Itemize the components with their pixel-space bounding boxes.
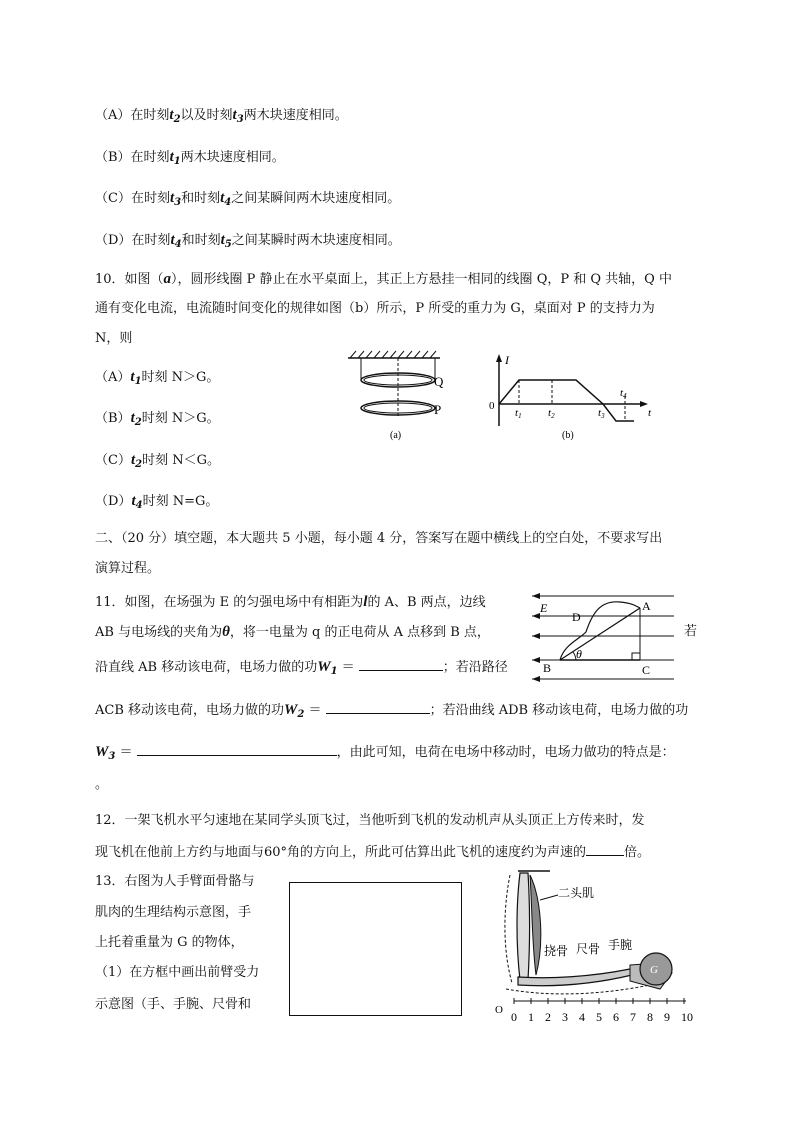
x-axis-arrow [640,401,648,407]
q10-option-b [95,409,220,432]
q9-a-mid: 以及时刻 [180,108,233,123]
var-t: t [169,107,174,123]
right-angle-mark [632,653,640,660]
opt-text: 时刻 N＞G。 [141,370,220,385]
q9-d-pre: （D）在时刻 [95,233,171,248]
blank-w2[interactable] [326,700,430,714]
scale-label: 4 [579,1010,585,1024]
var-t: t [130,452,136,468]
q10-option-d [95,492,218,515]
q11-line4 [95,700,688,724]
var-w2: W [284,702,298,718]
subscript: 4 [174,239,182,250]
caption-a: (a) [390,430,402,441]
q11-line2-right: 若 [684,624,698,639]
label-t2: t2 [548,407,555,420]
q11-l1-post: 的 A、B 两点，边线 [367,595,486,610]
scale-label: 9 [664,1010,670,1024]
var-t: t [169,149,174,165]
q11-l2-post: ，将一电量为 q 的正电荷从 A 点移到 B 点， [229,625,490,640]
var-t: t [220,190,225,206]
label-t3: t3 [598,407,605,420]
figure-electric-field [528,590,678,686]
q11-line3 [95,657,508,681]
upper-arm-outline [505,875,512,983]
scale-label: 0 [511,1010,517,1024]
q11-l1-pre: 11．如图，在场强为 E 的匀强电场中有相距为 [95,595,364,610]
q9-d-mid: 和时刻 [181,233,221,248]
subscript: 1 [330,666,338,677]
label-p: P [434,402,442,417]
opt-label: （B） [95,411,131,426]
var-w3: W [95,744,109,760]
figure-arm-skeleton [490,865,700,1035]
subscript: 1 [134,376,142,387]
var-t: t [170,232,175,248]
scale-label: 1 [528,1010,534,1024]
var-t: t [220,232,225,248]
q9-option-c [95,189,400,212]
label-e: E [540,601,548,615]
scale-label: 8 [647,1010,653,1024]
label-b: B [543,661,552,675]
q9-c-mid: 和时刻 [181,191,221,206]
subscript: 2 [297,709,305,720]
q10-option-c [95,451,220,474]
subscript: 3 [174,197,182,208]
field-lines [532,596,674,679]
scale-label: 10 [681,1010,693,1024]
label-t: t [648,407,652,419]
label-biceps: 二头肌 [558,886,595,900]
var-t: t [131,493,136,509]
ceiling-hatch [350,351,436,358]
scale-label: 2 [545,1010,551,1024]
q9-b-post: 两木块速度相同。 [180,150,285,165]
q12-line2 [95,842,650,862]
field-arrowheads [532,593,540,682]
q13-line5: 示意图（手、手腕、尺骨和 [95,997,252,1012]
var-t: t [169,190,175,206]
subscript: 3 [236,114,244,125]
var-w1: W [317,659,331,675]
blank-q12[interactable] [586,842,624,856]
q13-line4: （1）在方框中画出前臂受力 [95,965,260,980]
subscript: 5 [224,239,232,250]
label-d: D [572,610,581,624]
opt-text: 时刻 N＞G。 [141,411,220,426]
q12-l2-pre: 现飞机在他前上方约与地面与60°角的方向上，所此可估算出此飞机的速度约为声速的 [95,845,587,860]
label-q: Q [434,374,444,389]
subscript: 4 [135,500,143,511]
caption-b: (b) [562,430,574,441]
var-t: t [130,410,135,426]
equals: ＝ [337,660,359,675]
opt-text: 时刻 N＜G。 [142,453,220,468]
q13-line3: 上托着重量为 G 的物体， [95,935,244,950]
q11-l3-pre: 沿直线 AB 移动该电荷，电场力做的功 [95,660,318,675]
label-radius: 挠骨 [544,944,569,958]
opt-label: （D） [95,494,132,509]
label-wrist: 手腕 [608,938,633,952]
section2-line2: 演算过程。 [95,561,161,576]
figure-coils-a [340,348,450,444]
biceps-muscle [530,875,541,975]
scale-label: 7 [630,1010,636,1024]
subscript: 2 [135,459,143,470]
figure-current-graph-b [486,352,658,444]
scale-label: 3 [562,1010,568,1024]
q10-option-a [95,368,219,391]
q11-line2 [95,623,490,642]
q11-l4-post: ；若沿曲线 ADB 移动该电荷，电场力做的功 [429,703,689,718]
q11-l5-post: ，由此可知，电荷在电场中移动时，电场力做功的特点是： [336,745,675,760]
label-i: I [505,353,509,367]
q9-c-post: 之间某瞬间两木块速度相同。 [231,191,401,206]
label-o: O [495,1004,503,1016]
q11-l4-pre: ACB 移动该电荷，电场力做的功 [95,703,285,718]
opt-label: （A） [95,370,131,385]
q10-l1-pre: 10．如图（ [95,272,164,287]
label-t4: t4 [620,387,627,400]
q9-option-a [95,106,348,129]
subscript: 3 [108,751,116,762]
label-theta: θ [576,647,582,661]
q9-d-post: 之间某瞬时两木块速度相同。 [231,233,401,248]
label-origin: 0 [489,400,495,412]
q9-a-pre: （A）在时刻 [95,108,170,123]
subscript: 2 [173,114,181,125]
q12-line1: 12．一架飞机水平匀速地在某同学头顶飞过，当他听到飞机的发动机声从头顶正上方传来时，发 [95,813,645,828]
q9-b-pre: （B）在时刻 [95,150,170,165]
q10-stem-line1 [95,270,672,289]
forearm-outline [506,985,650,994]
q11-l2-pre: AB 与电场线的夹角为 [95,625,223,640]
q9-a-post: 两木块速度相同。 [243,108,348,123]
opt-label: （C） [95,453,131,468]
q9-option-d [95,231,401,254]
q9-option-b [95,148,285,171]
humerus-bone [517,873,530,980]
q10-stem-line3: N，则 [95,331,133,346]
var-theta: θ [222,624,230,640]
label-c: C [642,663,651,677]
var-l: l [363,594,368,610]
q11-line1 [95,593,486,612]
q13-line1: 13．右图为人手臂面骨骼与 [95,874,255,889]
label-g: G [650,964,658,976]
subscript: 2 [134,417,142,428]
label-a: A [642,599,651,613]
q13-line2: 肌肉的生理结构示意图，手 [95,905,252,920]
subscript: 4 [224,197,232,208]
q10-l1-post: ），圆形线圈 P 静止在水平桌面上，其正上方悬挂一相同的线圈 Q，P 和 Q 共轴，Q 中 [171,272,672,287]
opt-text: 时刻 N=G。 [142,494,219,509]
var-t: t [130,369,135,385]
answer-drawing-box[interactable] [289,882,462,1016]
q11-l3-post: ；若沿路径 [442,660,508,675]
q11-line6: 。 [95,777,109,792]
var-t: t [232,107,237,123]
equals: ＝ [304,703,326,718]
q10-stem-line2: 通有变化电流，电流随时间变化的规律如图（b）所示，P 所受的重力为 G，桌面对 P 的支持力为 [95,301,655,316]
blank-w1[interactable] [359,657,443,671]
var-a: a [163,271,172,287]
y-axis-arrow [496,354,502,362]
scale-label: 6 [613,1010,619,1024]
scale-ticks [511,998,693,1024]
q12-l2-post: 倍。 [624,845,651,860]
label-t1: t1 [515,407,522,420]
q11-line5 [95,742,675,766]
q9-c-pre: （C）在时刻 [95,191,170,206]
subscript: 1 [173,156,181,167]
leader-biceps [540,895,558,900]
label-ulna: 尺骨 [576,942,601,956]
equals: ＝ [115,745,137,760]
scale-label: 5 [596,1010,602,1024]
blank-w3[interactable] [137,742,337,756]
section2-line1: 二、（20 分）填空题，本大题共 5 小题，每小题 4 分，答案写在题中横线上的空白处，不要求写出 [95,531,663,546]
